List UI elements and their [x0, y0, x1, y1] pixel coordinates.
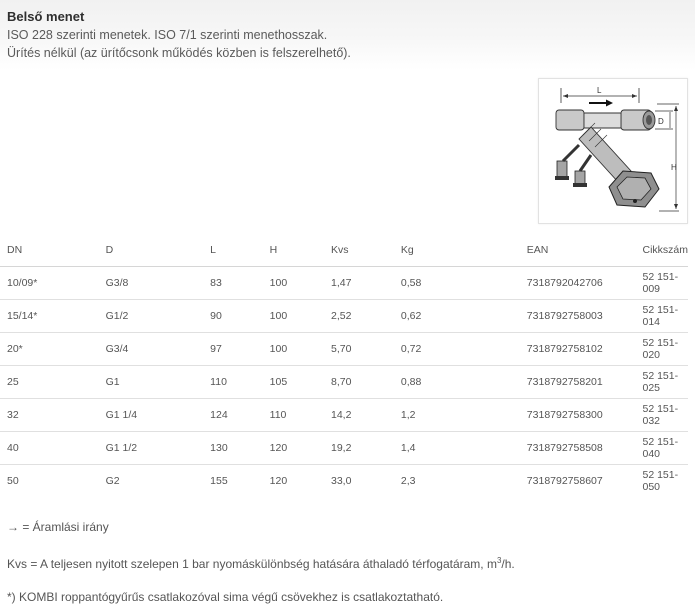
- valve-dimension-drawing: [538, 78, 688, 224]
- cell-kvs: 1,47: [324, 267, 394, 300]
- cell-kvs: 2,52: [324, 300, 394, 333]
- cell-ean: 7318792758201: [520, 366, 636, 399]
- column-header-kvs: Kvs: [324, 234, 394, 267]
- specifications-table: [0, 234, 688, 497]
- valve-drawing-svg: [539, 79, 687, 223]
- cell-l: 110: [203, 366, 262, 399]
- cell-h: 100: [263, 300, 324, 333]
- description-line-1: ISO 228 szerinti menetek. ISO 7/1 szerinti menethosszak.: [7, 28, 328, 42]
- column-header-ean: EAN: [520, 234, 636, 267]
- table-header-row: [0, 234, 688, 267]
- table-row: [0, 399, 688, 432]
- kvs-definition-note: [7, 556, 515, 571]
- cell-dn: 25: [0, 366, 99, 399]
- cell-h: 120: [263, 432, 324, 465]
- cell-h: 100: [263, 333, 324, 366]
- cell-dn: 32: [0, 399, 99, 432]
- dimension-L-label: L: [597, 86, 602, 95]
- table-row: [0, 465, 688, 498]
- kombi-footnote: *) KOMBI roppantógyűrűs csatlakozóval sima végű csövekhez is csatlakoztatható.: [7, 590, 444, 604]
- cell-l: 83: [203, 267, 262, 300]
- column-header-l: L: [203, 234, 262, 267]
- cell-kg: 0,88: [394, 366, 520, 399]
- cell-dn: 40: [0, 432, 99, 465]
- description-line-2: Ürítés nélkül (az ürítőcsonk működés közben is felszerelhető).: [7, 46, 351, 60]
- cell-ean: 7318792758102: [520, 333, 636, 366]
- cell-dn: 15/14*: [0, 300, 99, 333]
- section-title: Belső menet: [7, 9, 85, 24]
- cell-d: G2: [105, 475, 120, 487]
- cell-kvs: 19,2: [324, 432, 394, 465]
- cell-dn: 10/09*: [0, 267, 99, 300]
- cell-ean: 7318792758607: [526, 475, 603, 487]
- cell-h: 105: [263, 366, 324, 399]
- column-header-kg: Kg: [394, 234, 520, 267]
- cell-kg: 0,72: [394, 333, 520, 366]
- cell-ean: 7318792042706: [520, 267, 636, 300]
- cell-kg: 0,62: [394, 300, 520, 333]
- cell-h: 120: [269, 475, 288, 487]
- cell-cikkszam: 52 151-014: [635, 300, 688, 333]
- cell-dn: 50: [7, 475, 19, 487]
- cell-ean: 7318792758508: [520, 432, 636, 465]
- cell-kvs: 33,0: [330, 475, 352, 487]
- kvs-definition-text: Kvs = A teljesen nyitott szelepen 1 bar nyomáskülönbség hatására áthaladó térfogatáram, m: [7, 557, 497, 571]
- dimension-H-label: H: [671, 163, 677, 172]
- flow-direction-note: → = Áramlási irány: [7, 520, 109, 534]
- cell-l: 124: [203, 399, 262, 432]
- cell-dn: 20*: [0, 333, 99, 366]
- dimension-D-label: D: [658, 117, 664, 126]
- table-row: [0, 300, 688, 333]
- cell-d: G1 1/4: [99, 399, 204, 432]
- cell-h: 100: [263, 267, 324, 300]
- cell-d: G3/4: [99, 333, 204, 366]
- cell-kvs: 14,2: [324, 399, 394, 432]
- table-row: [0, 333, 688, 366]
- cell-h: 110: [263, 399, 324, 432]
- cell-d: G1: [99, 366, 204, 399]
- table-row: [0, 366, 688, 399]
- kvs-unit-suffix: /h.: [501, 557, 515, 571]
- column-header-d: D: [99, 234, 204, 267]
- column-header-h: H: [263, 234, 324, 267]
- cell-kvs: 8,70: [324, 366, 394, 399]
- cell-kg: 1,4: [394, 432, 520, 465]
- cell-kvs: 5,70: [324, 333, 394, 366]
- column-header-cikkszam: Cikkszám: [635, 234, 688, 267]
- cell-l: 90: [203, 300, 262, 333]
- cell-l: 130: [203, 432, 262, 465]
- cell-kg: 0,58: [394, 267, 520, 300]
- cell-ean: 7318792758300: [520, 399, 636, 432]
- cell-d: G3/8: [99, 267, 204, 300]
- cell-cikkszam: 52 151-020: [635, 333, 688, 366]
- kvs-unit-exponent: 3: [496, 556, 502, 565]
- table-row: [0, 432, 688, 465]
- cell-l: 97: [203, 333, 262, 366]
- cell-kg: 2,3: [400, 475, 416, 487]
- cell-cikkszam: 52 151-050: [642, 469, 679, 493]
- cell-d: G1/2: [99, 300, 204, 333]
- column-header-dn: DN: [0, 234, 99, 267]
- cell-ean: 7318792758003: [520, 300, 636, 333]
- cell-cikkszam: 52 151-009: [635, 267, 688, 300]
- table-row: [0, 267, 688, 300]
- cell-l: 155: [210, 475, 228, 487]
- cell-cikkszam: 52 151-040: [635, 432, 688, 465]
- cell-cikkszam: 52 151-032: [635, 399, 688, 432]
- cell-d: G1 1/2: [99, 432, 204, 465]
- cell-cikkszam: 52 151-025: [635, 366, 688, 399]
- cell-kg: 1,2: [394, 399, 520, 432]
